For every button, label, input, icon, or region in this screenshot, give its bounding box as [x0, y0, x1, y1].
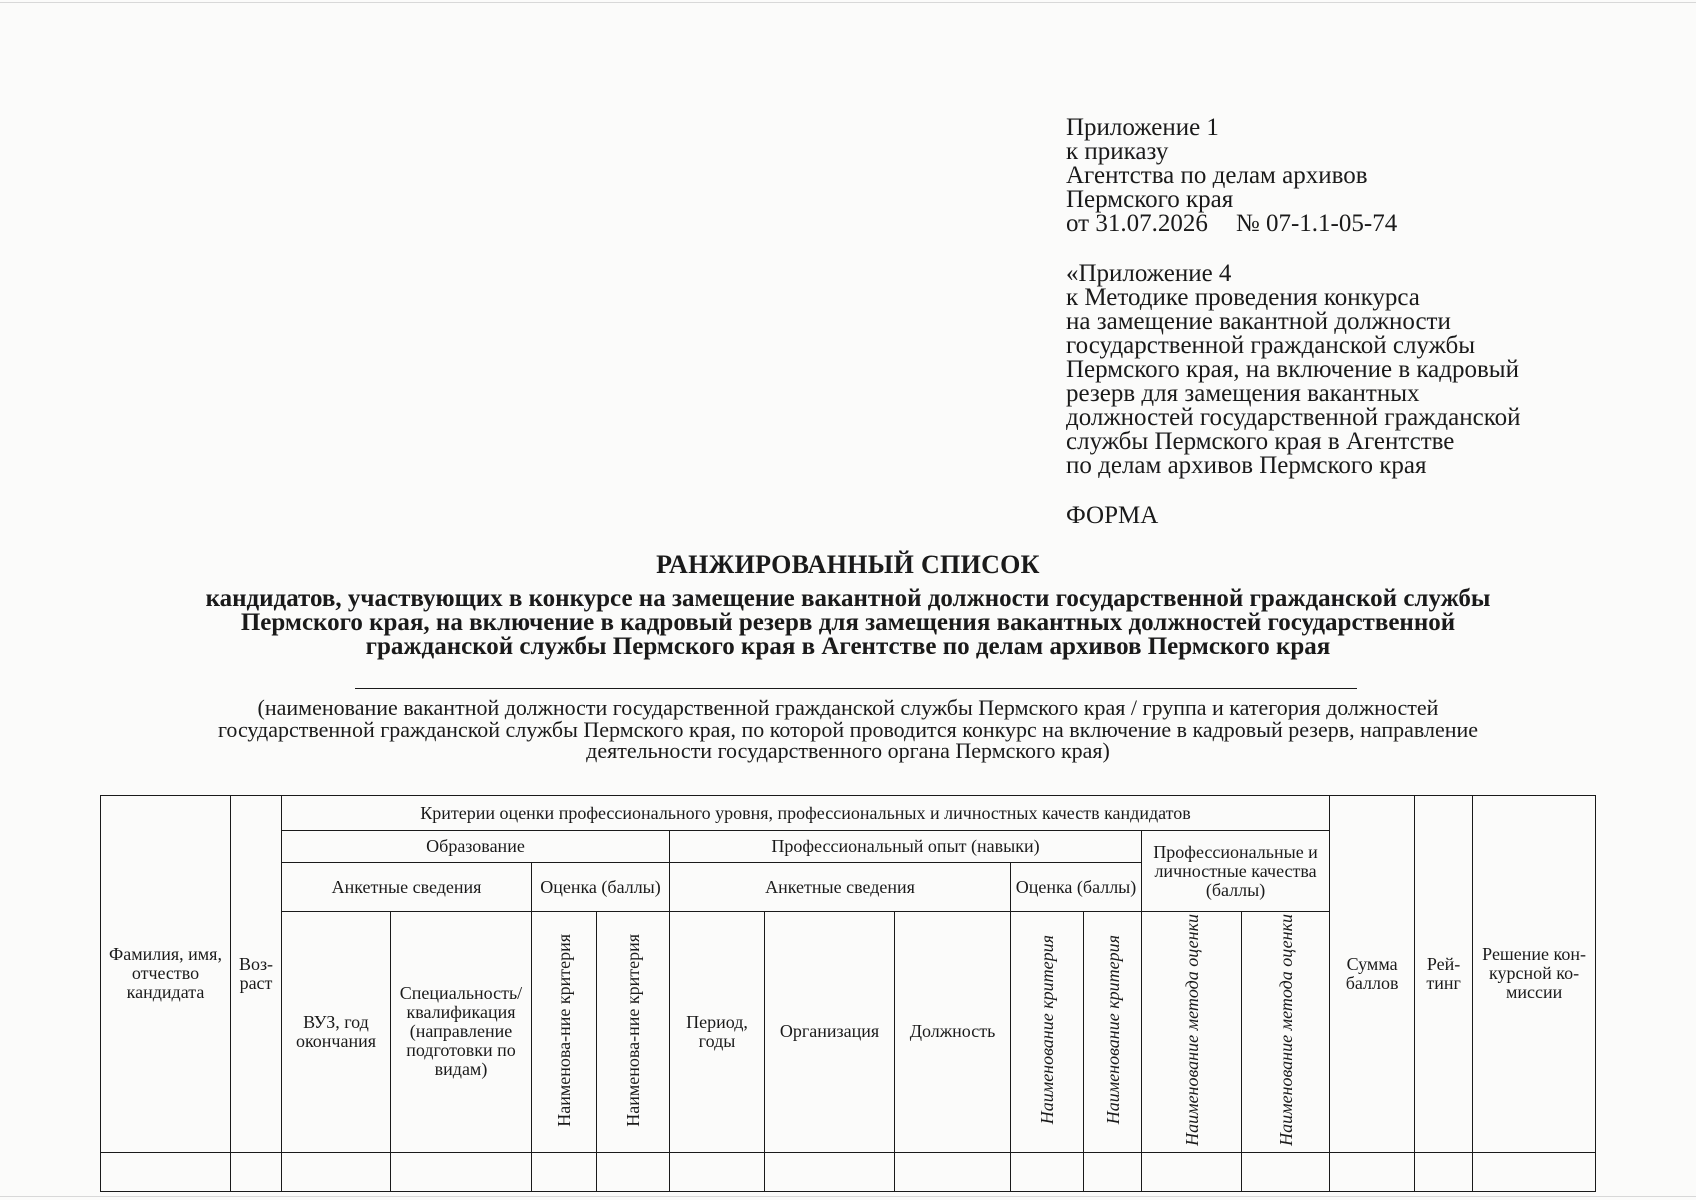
order-number: № 07-1.1-05-74: [1235, 210, 1398, 237]
method-label: Наименование метода оценки: [1275, 914, 1296, 1146]
header-commission-decision: Решение кон-курсной ко-миссии: [1473, 796, 1596, 1153]
header-personal-qualities: Профессиональные и личностные качества (баллы): [1142, 831, 1330, 912]
document-subtitle: [110, 587, 1586, 659]
methodology-line: резерв для замещения вакантных: [1066, 380, 1420, 407]
header-experience-questionnaire: Анкетные сведения: [670, 863, 1011, 912]
appendix-line: к приказу: [1066, 138, 1169, 165]
page-bottom-edge: [0, 1196, 1696, 1197]
header-exp-criterion-2: [1084, 912, 1142, 1153]
cell-score-sum[interactable]: [1330, 1152, 1415, 1191]
header-education: Образование: [282, 831, 670, 863]
header-experience: Профессиональный опыт (навыки): [670, 831, 1142, 863]
ranking-table: [100, 795, 1596, 1192]
header-education-questionnaire: Анкетные сведения: [282, 863, 532, 912]
methodology-line: на замещение вакантной должности: [1066, 308, 1451, 335]
appendix-header: [1066, 116, 1666, 528]
methodology-line: должностей государственной гражданской: [1066, 404, 1521, 431]
position-fill-line[interactable]: [355, 688, 1357, 689]
header-university: ВУЗ, год окончания: [282, 912, 391, 1153]
methodology-line: по делам архивов Пермского края: [1066, 452, 1427, 479]
cell-edu-criterion-1[interactable]: [532, 1152, 597, 1191]
criterion-label: Наименова-ние критерия: [623, 933, 643, 1127]
order-line: [1066, 212, 1666, 236]
cell-university[interactable]: [282, 1152, 391, 1191]
appendix-line: Агентства по делам архивов: [1066, 162, 1368, 189]
criterion-label: Наименова-ние критерия: [554, 933, 574, 1127]
caption-line: (наименование вакантной должности государственной гражданской службы Пермского края / группа и категория должностей: [257, 695, 1439, 720]
header-score-sum: Сумма баллов: [1330, 796, 1415, 1153]
header-method-1: [1142, 912, 1242, 1153]
criterion-label: Наименование критерия: [1102, 935, 1123, 1125]
appendix-line: Приложение 1: [1066, 114, 1219, 141]
header-edu-criterion-2: [597, 912, 670, 1153]
header-position: Должность: [895, 912, 1011, 1153]
header-criteria: Критерии оценки профессионального уровня, профессиональных и личностных качеств кандидатов: [282, 796, 1330, 831]
methodology-line: «Приложение 4: [1066, 260, 1232, 287]
cell-position[interactable]: [895, 1152, 1011, 1191]
cell-age[interactable]: [231, 1152, 282, 1191]
cell-period[interactable]: [670, 1152, 765, 1191]
caption-line: деятельности государственного органа Пермского края): [586, 738, 1110, 763]
cell-method-2[interactable]: [1242, 1152, 1330, 1191]
subtitle-line: Пермского края, на включение в кадровый резерв для замещения вакантных должностей государственной: [240, 609, 1456, 636]
page-top-edge: [0, 2, 1696, 3]
appendix-line: Пермского края: [1066, 186, 1234, 213]
header-method-2: [1242, 912, 1330, 1153]
cell-edu-criterion-2[interactable]: [597, 1152, 670, 1191]
header-specialty: Специальность/ квалификация (направление подготовки по видам): [391, 912, 532, 1153]
caption-line: государственной гражданской службы Пермского края, по которой проводится конкурс на включение в кадровый резерв, направление: [217, 716, 1479, 742]
criterion-label: Наименование критерия: [1037, 935, 1057, 1125]
subtitle-line: гражданской службы Пермского края в Агентстве по делам архивов Пермского края: [365, 633, 1331, 660]
order-date: от 31.07.2026: [1066, 210, 1208, 237]
position-caption: [120, 697, 1576, 762]
header-rating: Рей-тинг: [1415, 796, 1473, 1153]
cell-rating[interactable]: [1415, 1152, 1473, 1191]
header-period: Период, годы: [670, 912, 765, 1153]
header-education-score: Оценка (баллы): [532, 863, 670, 912]
cell-exp-criterion-1[interactable]: [1011, 1152, 1084, 1191]
methodology-line: службы Пермского края в Агентстве: [1066, 428, 1455, 455]
cell-commission-decision[interactable]: [1473, 1152, 1596, 1191]
cell-organization[interactable]: [765, 1152, 895, 1191]
header-edu-criterion-1: [532, 912, 597, 1153]
header-full-name: Фамилия, имя, отчество кандидата: [101, 796, 231, 1153]
methodology-line: Пермского края, на включение в кадровый: [1066, 356, 1519, 383]
methodology-line: государственной гражданской службы: [1066, 332, 1476, 359]
form-label: ФОРМА: [1066, 502, 1159, 529]
header-age: Воз-раст: [231, 796, 282, 1153]
cell-specialty[interactable]: [391, 1152, 532, 1191]
method-label: Наименование метода оценки: [1181, 914, 1202, 1146]
document-title: РАНЖИРОВАННЫЙ СПИСОК: [656, 550, 1040, 579]
header-organization: Организация: [765, 912, 895, 1153]
header-experience-score: Оценка (баллы): [1011, 863, 1142, 912]
cell-exp-criterion-2[interactable]: [1084, 1152, 1142, 1191]
subtitle-line: кандидатов, участвующих в конкурсе на замещение вакантной должности государственной гражданской службы: [205, 585, 1491, 612]
methodology-line: к Методике проведения конкурса: [1066, 284, 1420, 311]
header-exp-criterion-1: [1011, 912, 1084, 1153]
cell-full-name[interactable]: [101, 1152, 231, 1191]
cell-method-1[interactable]: [1142, 1152, 1242, 1191]
